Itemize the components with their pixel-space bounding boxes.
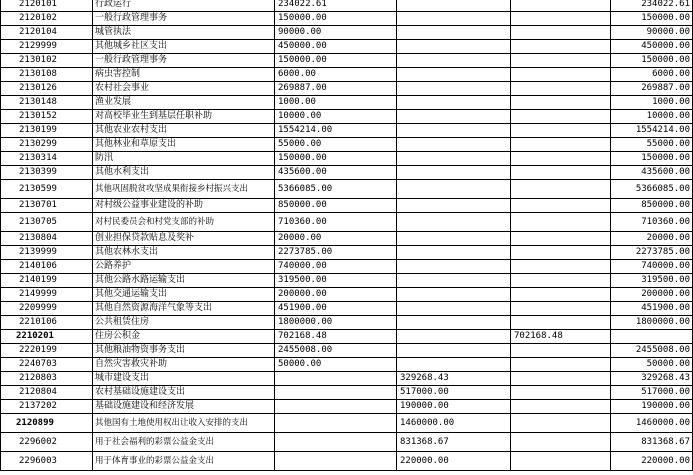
total-cell: 50000.00 — [611, 358, 693, 372]
code-cell: 2210106 — [1, 316, 93, 330]
code-cell: 2120104 — [1, 26, 93, 40]
code-cell: 2296003 — [1, 452, 93, 471]
total-cell: 90000.00 — [611, 26, 693, 40]
code-cell: 2140106 — [1, 260, 93, 274]
other-fund-cell — [511, 288, 611, 302]
name-cell: 用于体育事业的彩票公益金支出 — [93, 452, 275, 471]
total-cell: 190000.00 — [611, 400, 693, 414]
code-cell: 2120102 — [1, 12, 93, 26]
general-budget-cell: 55000.00 — [275, 138, 397, 152]
name-cell: 其他国有土地使用权出让收入安排的支出 — [93, 414, 275, 433]
other-fund-cell — [511, 433, 611, 452]
general-budget-cell — [275, 400, 397, 414]
table-row — [1, 40, 693, 54]
code-cell: 2220199 — [1, 344, 93, 358]
total-cell: 740000.00 — [611, 260, 693, 274]
name-cell: 公路养护 — [93, 260, 275, 274]
other-fund-cell — [511, 246, 611, 260]
total-cell: 319500.00 — [611, 274, 693, 288]
table-row — [1, 232, 693, 246]
total-cell: 1800000.00 — [611, 316, 693, 330]
fund-budget-cell — [397, 54, 511, 68]
other-fund-cell — [511, 302, 611, 316]
other-fund-cell — [511, 152, 611, 166]
general-budget-cell: 6000.00 — [275, 68, 397, 82]
total-cell: 269887.00 — [611, 82, 693, 96]
other-fund-cell — [511, 199, 611, 213]
code-cell: 2129999 — [1, 40, 93, 54]
other-fund-cell — [511, 344, 611, 358]
total-cell: 150000.00 — [611, 54, 693, 68]
table-row — [1, 344, 693, 358]
other-fund-cell — [511, 274, 611, 288]
other-fund-cell — [511, 96, 611, 110]
fund-budget-cell — [397, 302, 511, 316]
total-cell: 450000.00 — [611, 40, 693, 54]
name-cell: 其他水利支出 — [93, 166, 275, 180]
name-cell: 农村社会事业 — [93, 82, 275, 96]
general-budget-cell: 450000.00 — [275, 40, 397, 54]
other-fund-cell — [511, 124, 611, 138]
general-budget-cell: 710360.00 — [275, 213, 397, 232]
general-budget-cell: 319500.00 — [275, 274, 397, 288]
name-cell: 其他公路水路运输支出 — [93, 274, 275, 288]
fund-budget-cell — [397, 330, 511, 344]
table-row — [1, 82, 693, 96]
general-budget-cell: 2455008.00 — [275, 344, 397, 358]
table-row — [1, 152, 693, 166]
fund-budget-cell: 329268.43 — [397, 372, 511, 386]
fund-budget-cell — [397, 246, 511, 260]
fund-budget-cell — [397, 180, 511, 199]
other-fund-cell — [511, 372, 611, 386]
name-cell: 用于社会福利的彩票公益金支出 — [93, 433, 275, 452]
other-fund-cell — [511, 414, 611, 433]
total-cell: 831368.67 — [611, 433, 693, 452]
fund-budget-cell — [397, 166, 511, 180]
general-budget-cell — [275, 414, 397, 433]
other-fund-cell — [511, 166, 611, 180]
total-cell: 5366085.00 — [611, 180, 693, 199]
code-cell: 2296002 — [1, 433, 93, 452]
general-budget-cell: 269887.00 — [275, 82, 397, 96]
table-row — [1, 0, 693, 12]
code-cell: 2130299 — [1, 138, 93, 152]
fund-budget-cell — [397, 68, 511, 82]
code-cell: 2139999 — [1, 246, 93, 260]
other-fund-cell: 702168.48 — [511, 330, 611, 344]
general-budget-cell: 2273785.00 — [275, 246, 397, 260]
table-row — [1, 166, 693, 180]
other-fund-cell — [511, 68, 611, 82]
fund-budget-cell — [397, 0, 511, 12]
table-row — [1, 124, 693, 138]
code-cell: 2130108 — [1, 68, 93, 82]
other-fund-cell — [511, 12, 611, 26]
general-budget-cell: 451900.00 — [275, 302, 397, 316]
code-cell: 2240703 — [1, 358, 93, 372]
general-budget-cell: 90000.00 — [275, 26, 397, 40]
other-fund-cell — [511, 180, 611, 199]
code-cell: 2130314 — [1, 152, 93, 166]
name-cell: 住房公积金 — [93, 330, 275, 344]
fund-budget-cell — [397, 274, 511, 288]
code-cell: 2130804 — [1, 232, 93, 246]
table-row — [1, 274, 693, 288]
code-cell: 2130701 — [1, 199, 93, 213]
fund-budget-cell — [397, 199, 511, 213]
general-budget-cell: 1554214.00 — [275, 124, 397, 138]
name-cell: 其他粮油物资事务支出 — [93, 344, 275, 358]
fund-budget-cell — [397, 288, 511, 302]
general-budget-cell: 702168.48 — [275, 330, 397, 344]
table-row — [1, 68, 693, 82]
fund-budget-cell — [397, 152, 511, 166]
other-fund-cell — [511, 82, 611, 96]
code-cell: 2130705 — [1, 213, 93, 232]
general-budget-cell — [275, 452, 397, 471]
code-cell: 2130152 — [1, 110, 93, 124]
table-row — [1, 199, 693, 213]
table-row — [1, 358, 693, 372]
code-cell: 2210201 — [1, 330, 93, 344]
fund-budget-cell — [397, 110, 511, 124]
table-row — [1, 246, 693, 260]
table-row — [1, 330, 693, 344]
general-budget-cell: 5366085.00 — [275, 180, 397, 199]
code-cell: 2209999 — [1, 302, 93, 316]
table-row — [1, 54, 693, 68]
other-fund-cell — [511, 213, 611, 232]
fund-budget-cell — [397, 358, 511, 372]
code-cell: 2120804 — [1, 386, 93, 400]
other-fund-cell — [511, 260, 611, 274]
fund-budget-cell — [397, 40, 511, 54]
general-budget-cell: 850000.00 — [275, 199, 397, 213]
total-cell: 451900.00 — [611, 302, 693, 316]
total-cell: 1460000.00 — [611, 414, 693, 433]
table-row — [1, 96, 693, 110]
other-fund-cell — [511, 138, 611, 152]
name-cell: 其他交通运输支出 — [93, 288, 275, 302]
other-fund-cell — [511, 110, 611, 124]
general-budget-cell — [275, 386, 397, 400]
name-cell: 创业担保贷款贴息及奖补 — [93, 232, 275, 246]
table-row — [1, 180, 693, 199]
fund-budget-cell — [397, 12, 511, 26]
name-cell: 基础设施建设和经济发展 — [93, 400, 275, 414]
table-row — [1, 400, 693, 414]
table-row — [1, 386, 693, 400]
name-cell: 其他林业和草原支出 — [93, 138, 275, 152]
general-budget-cell: 50000.00 — [275, 358, 397, 372]
total-cell: 2455008.00 — [611, 344, 693, 358]
table-row — [1, 414, 693, 433]
general-budget-cell: 150000.00 — [275, 152, 397, 166]
name-cell: 对村民委员会和村党支部的补助 — [93, 213, 275, 232]
table-body — [1, 0, 693, 471]
name-cell: 自然灾害救灾补助 — [93, 358, 275, 372]
name-cell: 对村级公益事业建设的补助 — [93, 199, 275, 213]
total-cell: 200000.00 — [611, 288, 693, 302]
name-cell: 其他农林水支出 — [93, 246, 275, 260]
total-cell: 710360.00 — [611, 213, 693, 232]
total-cell: 517000.00 — [611, 386, 693, 400]
table-row — [1, 110, 693, 124]
fund-budget-cell: 220000.00 — [397, 452, 511, 471]
general-budget-cell: 20000.00 — [275, 232, 397, 246]
code-cell: 2140199 — [1, 274, 93, 288]
name-cell: 对高校毕业生到基层任职补助 — [93, 110, 275, 124]
fund-budget-cell: 1460000.00 — [397, 414, 511, 433]
code-cell: 2120803 — [1, 372, 93, 386]
code-cell: 2130399 — [1, 166, 93, 180]
total-cell: 150000.00 — [611, 152, 693, 166]
code-cell: 2130599 — [1, 180, 93, 199]
name-cell: 其他城乡社区支出 — [93, 40, 275, 54]
fund-budget-cell: 831368.67 — [397, 433, 511, 452]
name-cell: 城管执法 — [93, 26, 275, 40]
other-fund-cell — [511, 26, 611, 40]
code-cell: 2130199 — [1, 124, 93, 138]
general-budget-cell: 10000.00 — [275, 110, 397, 124]
other-fund-cell — [511, 358, 611, 372]
other-fund-cell — [511, 232, 611, 246]
general-budget-cell: 150000.00 — [275, 54, 397, 68]
table-row — [1, 213, 693, 232]
fund-budget-cell — [397, 26, 511, 40]
total-cell: 20000.00 — [611, 232, 693, 246]
code-cell: 2137202 — [1, 400, 93, 414]
fund-budget-cell — [397, 138, 511, 152]
total-cell: 55000.00 — [611, 138, 693, 152]
fund-budget-cell — [397, 82, 511, 96]
fund-budget-cell — [397, 96, 511, 110]
fund-budget-cell: 517000.00 — [397, 386, 511, 400]
other-fund-cell — [511, 452, 611, 471]
fund-budget-cell — [397, 260, 511, 274]
total-cell: 329268.43 — [611, 372, 693, 386]
fund-budget-cell — [397, 124, 511, 138]
table-row — [1, 452, 693, 471]
name-cell: 其他巩固脱贫攻坚成果衔接乡村振兴支出 — [93, 180, 275, 199]
other-fund-cell — [511, 0, 611, 12]
total-cell: 1554214.00 — [611, 124, 693, 138]
table-row — [1, 433, 693, 452]
other-fund-cell — [511, 386, 611, 400]
total-cell: 435600.00 — [611, 166, 693, 180]
table-row — [1, 26, 693, 40]
table-row — [1, 288, 693, 302]
code-cell: 2130148 — [1, 96, 93, 110]
name-cell: 其他自然资源海洋气象等支出 — [93, 302, 275, 316]
total-cell: 1000.00 — [611, 96, 693, 110]
other-fund-cell — [511, 54, 611, 68]
name-cell: 渔业发展 — [93, 96, 275, 110]
general-budget-cell: 435600.00 — [275, 166, 397, 180]
name-cell: 一般行政管理事务 — [93, 12, 275, 26]
name-cell: 城市建设支出 — [93, 372, 275, 386]
total-cell: 220000.00 — [611, 452, 693, 471]
table-row — [1, 12, 693, 26]
code-cell: 2120101 — [1, 0, 93, 12]
total-cell: 2273785.00 — [611, 246, 693, 260]
code-cell: 2130102 — [1, 54, 93, 68]
general-budget-cell: 200000.00 — [275, 288, 397, 302]
table-row — [1, 316, 693, 330]
code-cell: 2149999 — [1, 288, 93, 302]
name-cell: 农村基础设施建设支出 — [93, 386, 275, 400]
table-row — [1, 302, 693, 316]
fund-budget-cell — [397, 316, 511, 330]
general-budget-cell: 740000.00 — [275, 260, 397, 274]
general-budget-cell: 1800000.00 — [275, 316, 397, 330]
general-budget-cell: 1000.00 — [275, 96, 397, 110]
name-cell: 其他农业农村支出 — [93, 124, 275, 138]
general-budget-cell — [275, 372, 397, 386]
table-row — [1, 260, 693, 274]
general-budget-cell — [275, 433, 397, 452]
total-cell: 150000.00 — [611, 12, 693, 26]
total-cell: 850000.00 — [611, 199, 693, 213]
fund-budget-cell — [397, 344, 511, 358]
code-cell: 2130126 — [1, 82, 93, 96]
fund-budget-cell — [397, 232, 511, 246]
code-cell: 2120899 — [1, 414, 93, 433]
other-fund-cell — [511, 316, 611, 330]
name-cell: 病虫害控制 — [93, 68, 275, 82]
general-budget-cell: 234022.61 — [275, 0, 397, 12]
general-budget-cell: 150000.00 — [275, 12, 397, 26]
table-row — [1, 138, 693, 152]
other-fund-cell — [511, 40, 611, 54]
name-cell: 一般行政管理事务 — [93, 54, 275, 68]
other-fund-cell — [511, 400, 611, 414]
name-cell: 防汛 — [93, 152, 275, 166]
fund-budget-cell — [397, 213, 511, 232]
total-cell: 234022.61 — [611, 0, 693, 12]
table-row — [1, 372, 693, 386]
total-cell — [611, 330, 693, 344]
name-cell: 公共租赁住房 — [93, 316, 275, 330]
total-cell: 10000.00 — [611, 110, 693, 124]
name-cell: 行政运行 — [93, 0, 275, 12]
fund-budget-cell: 190000.00 — [397, 400, 511, 414]
total-cell: 6000.00 — [611, 68, 693, 82]
